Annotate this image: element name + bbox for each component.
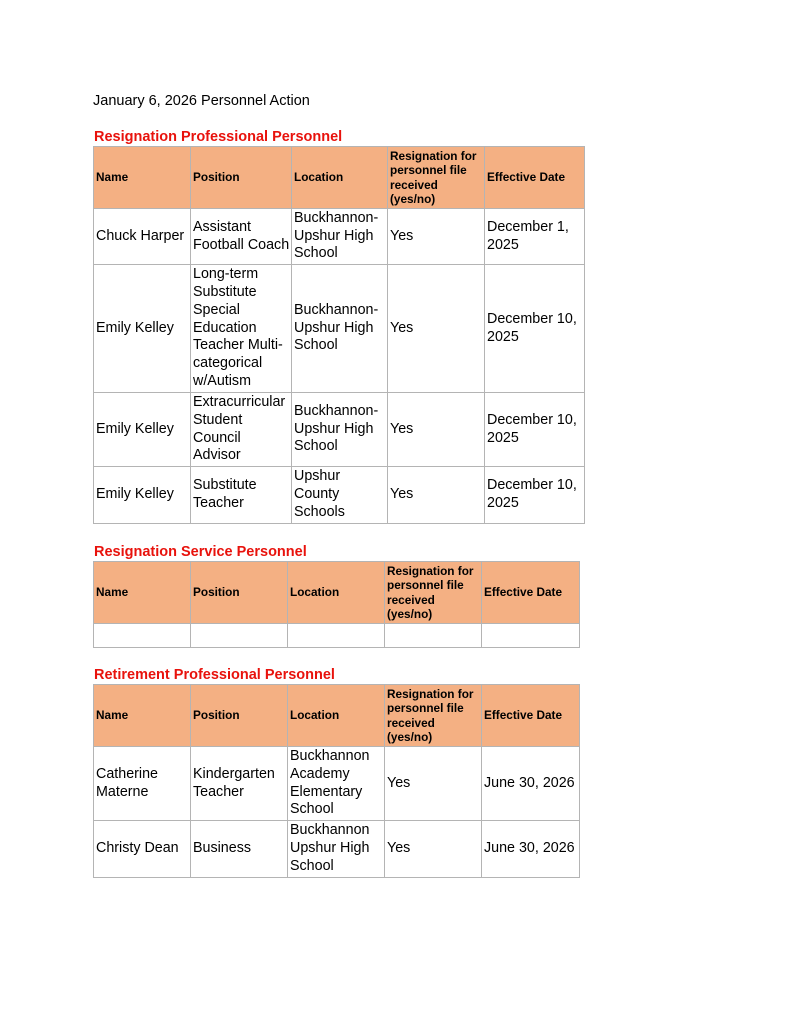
cell-location: Buckhannon-Upshur High School (292, 265, 388, 393)
cell-position: Long-term Substitute Special Education Teacher Multi-categorical w/Autism (191, 265, 292, 393)
cell-position (191, 624, 288, 648)
column-header-location: Location (288, 562, 385, 624)
table-row (94, 747, 580, 821)
cell-resignation-received: Yes (388, 265, 485, 393)
cell-resignation-received (385, 624, 482, 648)
resignation-professional-table (93, 146, 585, 524)
cell-resignation-received: Yes (388, 209, 485, 265)
section-heading: Resignation Professional Personnel (94, 129, 343, 145)
column-header-resignation-received: Resignation for personnel file received (yes/no) (385, 685, 482, 747)
cell-effective-date: June 30, 2026 (482, 821, 580, 878)
cell-effective-date: December 1, 2025 (485, 209, 585, 265)
retirement-professional-table (93, 684, 580, 878)
cell-name (94, 624, 191, 648)
table-row (94, 821, 580, 878)
cell-location: Upshur County Schools (292, 467, 388, 524)
table-header-row (94, 562, 580, 624)
table-row (94, 624, 580, 648)
column-header-position: Position (191, 685, 288, 747)
page-title: January 6, 2026 Personnel Action (93, 93, 310, 109)
cell-resignation-received: Yes (385, 747, 482, 821)
cell-resignation-received: Yes (388, 393, 485, 467)
column-header-name: Name (94, 562, 191, 624)
column-header-resignation-received: Resignation for personnel file received (yes/no) (385, 562, 482, 624)
cell-position: Substitute Teacher (191, 467, 292, 524)
cell-location (288, 624, 385, 648)
cell-name: Chuck Harper (94, 209, 191, 265)
section-resignation-professional (93, 128, 585, 524)
section-retirement-professional (93, 666, 580, 878)
resignation-service-table (93, 561, 580, 648)
cell-resignation-received: Yes (388, 467, 485, 524)
table-row (94, 393, 585, 467)
cell-name: Emily Kelley (94, 265, 191, 393)
cell-position: Business (191, 821, 288, 878)
column-header-effective-date: Effective Date (482, 562, 580, 624)
table-header-row (94, 147, 585, 209)
cell-name: Emily Kelley (94, 393, 191, 467)
column-header-name: Name (94, 685, 191, 747)
cell-name: Catherine Materne (94, 747, 191, 821)
cell-location: Buckhannon Upshur High School (288, 821, 385, 878)
cell-name: Emily Kelley (94, 467, 191, 524)
cell-name: Christy Dean (94, 821, 191, 878)
column-header-position: Position (191, 147, 292, 209)
column-header-location: Location (288, 685, 385, 747)
column-header-effective-date: Effective Date (485, 147, 585, 209)
section-heading: Resignation Service Personnel (94, 544, 307, 560)
column-header-name: Name (94, 147, 191, 209)
column-header-effective-date: Effective Date (482, 685, 580, 747)
cell-effective-date: December 10, 2025 (485, 393, 585, 467)
cell-effective-date: December 10, 2025 (485, 265, 585, 393)
section-heading: Retirement Professional Personnel (94, 667, 335, 683)
cell-effective-date (482, 624, 580, 648)
cell-location: Buckhannon Academy Elementary School (288, 747, 385, 821)
table-row (94, 209, 585, 265)
cell-effective-date: December 10, 2025 (485, 467, 585, 524)
cell-location: Buckhannon-Upshur High School (292, 209, 388, 265)
table-row (94, 467, 585, 524)
column-header-resignation-received: Resignation for personnel file received (yes/no) (388, 147, 485, 209)
table-row (94, 265, 585, 393)
column-header-position: Position (191, 562, 288, 624)
cell-location: Buckhannon-Upshur High School (292, 393, 388, 467)
cell-resignation-received: Yes (385, 821, 482, 878)
cell-position: Kindergarten Teacher (191, 747, 288, 821)
column-header-location: Location (292, 147, 388, 209)
cell-position: Extracurricular Student Council Advisor (191, 393, 292, 467)
cell-position: Assistant Football Coach (191, 209, 292, 265)
section-resignation-service (93, 543, 580, 648)
table-header-row (94, 685, 580, 747)
cell-effective-date: June 30, 2026 (482, 747, 580, 821)
